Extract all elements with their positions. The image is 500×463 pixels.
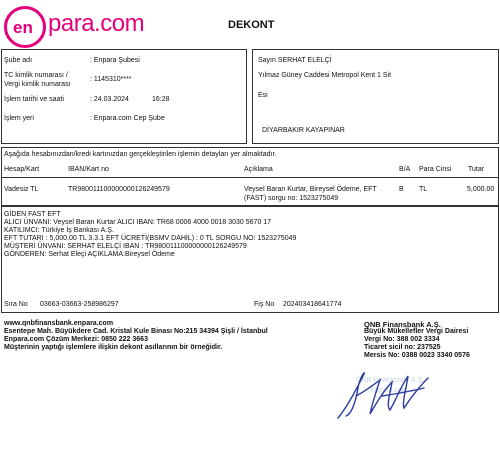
footer-trade-reg: Ticaret sicil no: 237525: [364, 344, 441, 351]
detail-line: GÖNDEREN: Serhat Eleçi AÇIKLAMA:Bireysel Ödeme: [4, 251, 175, 258]
signature-icon: [334, 366, 434, 422]
row-ba: B: [399, 186, 404, 193]
customer-address: Yılmaz Güney Caddesi Metropol Kent 1 Sit: [258, 72, 392, 79]
enpara-logo-text: [48, 10, 144, 38]
footer-phone: Enpara.com Çözüm Merkezi: 0850 222 3663: [4, 336, 148, 343]
footer-website: www.qnbfinansbank.enpara.com: [4, 320, 114, 327]
logo-para: para: [48, 10, 95, 37]
footer-tax-office: Büyük Mükellefler Vergi Dairesi: [364, 328, 469, 335]
sira-label: Sıra No: [4, 301, 28, 308]
header-currency: Para Cinsi: [419, 166, 452, 173]
document-title: DEKONT: [228, 19, 275, 31]
header-ba: B/A: [399, 166, 411, 173]
detail-line: ALICI ÜNVANI: Veysel Baran Kurtar ALICI IBAN: TR68 0006 4000 0018 3030 5670 17: [4, 219, 272, 226]
tc-label: TC kimlik numarası /: [4, 72, 68, 79]
sira-value: 03663-03663-258986297: [40, 301, 119, 308]
header-iban: IBAN/Kart no: [68, 166, 109, 173]
header-account: Hesap/Kart: [4, 166, 40, 173]
header-amount: Tutar: [468, 166, 485, 173]
date-value: : 24.03.2024: [90, 96, 129, 103]
tc-value: : 1145310****: [90, 76, 132, 83]
row-desc-line2: (FAST) sorgu no: 1523275049: [244, 195, 339, 202]
branch-label: Şube adı: [4, 57, 33, 64]
transaction-intro: Aşağıda hesabınızdan/kredi kartınızdan gerçekleştirilen işlemin detayları yer almaktadır.: [4, 151, 277, 158]
time-value: 16:28: [152, 96, 170, 103]
footer-mersis: Mersis No: 0388 0023 3340 0576: [364, 352, 470, 359]
detail-line: GİDEN FAST EFT: [4, 211, 61, 218]
enpara-logo-circle: [4, 6, 46, 48]
detail-line: EFT TUTARI : 5,000.00 TL 3.3.1 EFT ÜCRETİ(BSMV DAHİL) : 0 TL SORGU NO: 1523275049: [4, 235, 297, 242]
footer-tax-no: Vergi No: 388 002 3334: [364, 336, 440, 343]
footer-note: Müşterinin yaptığı işlemlere ilişkin dekont asıllarının bir örneğidir.: [4, 344, 223, 351]
footer-address: Esentepe Mah. Büyükdere Cad. Kristal Kule Binası No:215 34394 Şişli / İstanbul: [4, 328, 268, 335]
logo-com: .com: [94, 10, 145, 37]
fis-label: Fiş No: [254, 301, 275, 308]
branch-value: : Enpara Şubesi: [90, 57, 140, 64]
place-value: : Enpara.com Cep Şube: [90, 115, 165, 122]
fis-value: 202403418641774: [283, 301, 342, 308]
date-label: İşlem tarihi ve saati: [4, 96, 64, 103]
header-desc: Açıklama: [244, 166, 273, 173]
footer-company: QNB Finansbank A.Ş.: [364, 320, 441, 329]
row-desc-line1: Veysel Baran Kurtar, Bireysel Ödeme, EFT: [244, 186, 377, 193]
row-currency: TL: [419, 186, 428, 193]
tc-label-2: Vergi kimlik numarası: [4, 81, 71, 88]
customer-address-2: Esi: [258, 92, 268, 99]
detail-line: KATILIMCI: Türkiye İş Bankası A.Ş.: [4, 227, 114, 234]
stamp-line-1: QNB Finansbank A.Ş.: [356, 377, 425, 384]
logo-en-text: en: [13, 18, 33, 37]
detail-line: MÜŞTERİ ÜNVANI: SERHAT ELELÇİ IBAN : TR980011100000000126249579: [4, 243, 247, 250]
place-label: İşlem yeri: [4, 115, 34, 122]
row-account: Vadesiz TL: [4, 186, 39, 193]
row-iban: TR980011100000000126249579: [68, 186, 170, 193]
customer-city: DİYARBAKIR KAYAPINAR: [262, 127, 345, 134]
row-amount: 5,000.00: [467, 186, 495, 193]
customer-name: Sayın SERHAT ELELÇİ: [258, 57, 332, 64]
stamp-line-2: Enpara.com: [370, 387, 408, 394]
